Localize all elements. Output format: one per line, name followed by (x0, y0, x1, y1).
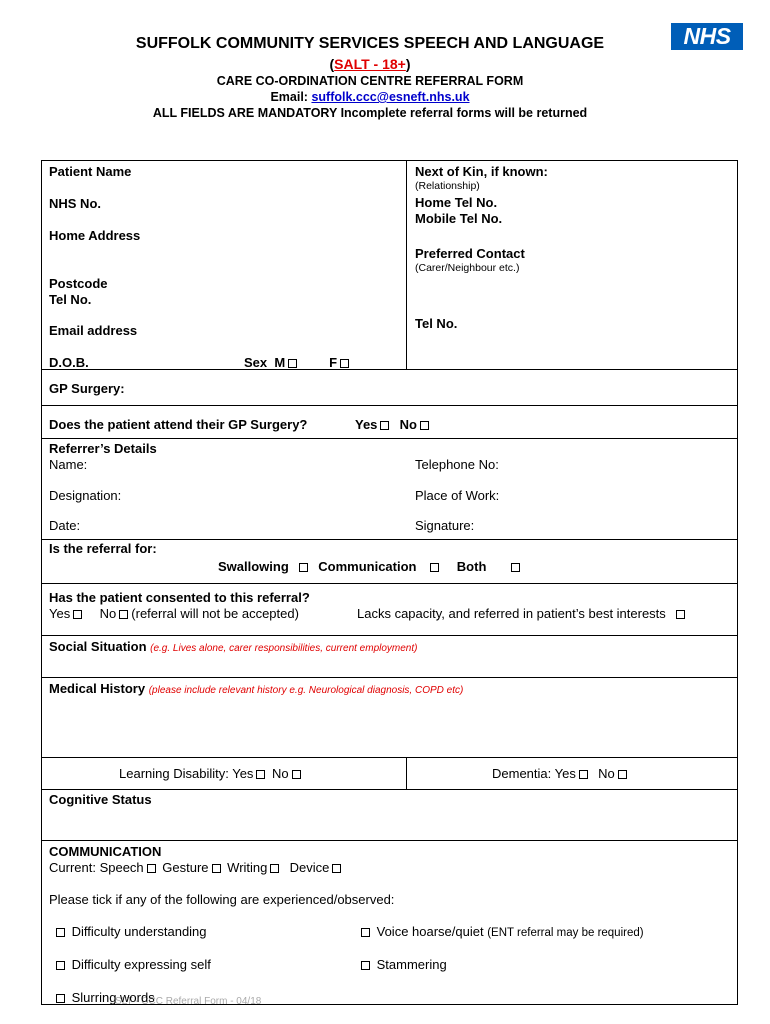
designation-label: Designation: (49, 488, 122, 503)
male-checkbox[interactable] (288, 359, 297, 368)
mobile-tel-label: Mobile Tel No. (415, 211, 503, 226)
divider (41, 677, 738, 678)
patient-name-label: Patient Name (49, 164, 132, 179)
difficulty-expressing-checkbox[interactable] (56, 961, 65, 970)
tick-instruction: Please tick if any of the following are experienced/observed: (49, 892, 395, 907)
gp-attend-options: Yes No (355, 417, 432, 432)
lacks-capacity-checkbox[interactable] (676, 610, 685, 619)
referrer-name-label: Name: (49, 457, 88, 472)
place-of-work-label: Place of Work: (415, 488, 500, 503)
divider (41, 635, 738, 636)
postcode-label: Postcode (49, 276, 108, 291)
consent-yes-checkbox[interactable] (73, 610, 82, 619)
communication-title: COMMUNICATION (49, 844, 162, 859)
both-checkbox[interactable] (511, 563, 520, 572)
gp-no-checkbox[interactable] (420, 421, 429, 430)
female-checkbox[interactable] (340, 359, 349, 368)
next-of-kin-label: Next of Kin, if known: (415, 164, 548, 179)
stammering-option: Stammering (358, 957, 447, 972)
divider (406, 757, 407, 789)
date-label: Date: (49, 518, 81, 533)
divider (41, 757, 738, 758)
sex-field: Sex M F (244, 355, 352, 370)
swallowing-checkbox[interactable] (299, 563, 308, 572)
medical-history-label: Medical History (please include relevant history e.g. Neurological diagnosis, COPD etc) (49, 681, 464, 696)
writing-checkbox[interactable] (270, 864, 279, 873)
social-situation-hint: (e.g. Lives alone, carer responsibilities, current employment) (150, 643, 418, 654)
email-line: Email: suffolk.ccc@esneft.nhs.uk (270, 90, 470, 104)
gp-yes-checkbox[interactable] (380, 421, 389, 430)
home-address-label: Home Address (49, 228, 141, 243)
salt-label: SALT - 18+ (334, 56, 406, 72)
nhs-no-label: NHS No. (49, 196, 101, 211)
dementia-yes-checkbox[interactable] (579, 770, 588, 779)
difficulty-understanding-option: Difficulty understanding (53, 924, 207, 939)
relationship-label: (Relationship) (415, 180, 480, 192)
communication-checkbox[interactable] (430, 563, 439, 572)
divider (41, 438, 738, 439)
home-tel-label: Home Tel No. (415, 195, 498, 210)
signature-label: Signature: (415, 518, 475, 533)
speech-checkbox[interactable] (147, 864, 156, 873)
consent-question: Has the patient consented to this referral? (49, 590, 310, 605)
kin-tel-label: Tel No. (415, 316, 458, 331)
email-address-label: Email address (49, 323, 138, 338)
divider (41, 840, 738, 841)
tel-no-label: Tel No. (49, 292, 92, 307)
mandatory-notice: ALL FIELDS ARE MANDATORY Incomplete referral forms will be returned (152, 106, 588, 120)
referral-for-options: Swallowing Communication Both (218, 559, 523, 574)
ld-yes-checkbox[interactable] (256, 770, 265, 779)
gp-surgery-label: GP Surgery: (49, 381, 125, 396)
divider (41, 405, 738, 406)
nhs-logo: NHS (671, 23, 743, 50)
learning-disability-field: Learning Disability: Yes No (119, 766, 304, 781)
carer-label: (Carer/Neighbour etc.) (415, 262, 520, 274)
consent-no-checkbox[interactable] (119, 610, 128, 619)
gesture-checkbox[interactable] (212, 864, 221, 873)
difficulty-expressing-option: Difficulty expressing self (53, 957, 211, 972)
consent-options: Yes No (referral will not be accepted) (49, 606, 299, 621)
divider (41, 369, 738, 370)
form-title: SUFFOLK COMMUNITY SERVICES SPEECH AND LANGUAGE (135, 35, 605, 52)
gp-attend-question: Does the patient attend their GP Surgery? (49, 417, 308, 432)
salt-line: (SALT - 18+) (329, 56, 411, 72)
dementia-field: Dementia: Yes No (492, 766, 630, 781)
preferred-contact-label: Preferred Contact (415, 246, 525, 261)
footer-text: SLT - CCC Referral Form - 04/18 (115, 996, 262, 1007)
voice-hoarse-option: Voice hoarse/quiet (ENT referral may be required) (358, 924, 644, 939)
divider (406, 160, 407, 369)
form-subtitle: CARE CO-ORDINATION CENTRE REFERRAL FORM (216, 74, 524, 88)
medical-history-hint: (please include relevant history e.g. Neurological diagnosis, COPD etc) (148, 685, 464, 696)
difficulty-understanding-checkbox[interactable] (56, 928, 65, 937)
cognitive-status-label: Cognitive Status (49, 792, 152, 807)
slurring-words-option: Slurring words (53, 990, 155, 1005)
lacks-capacity-option: Lacks capacity, and referred in patient’s best interests (357, 606, 688, 621)
referral-for-question: Is the referral for: (49, 541, 157, 556)
referrer-details-label: Referrer’s Details (49, 441, 157, 456)
referrer-telephone-label: Telephone No: (415, 457, 499, 472)
divider (41, 789, 738, 790)
current-communication: Current: Speech Gesture Writing Device (49, 860, 344, 875)
ld-no-checkbox[interactable] (292, 770, 301, 779)
device-checkbox[interactable] (332, 864, 341, 873)
slurring-words-checkbox[interactable] (56, 994, 65, 1003)
stammering-checkbox[interactable] (361, 961, 370, 970)
voice-hoarse-checkbox[interactable] (361, 928, 370, 937)
email-link[interactable]: suffolk.ccc@esneft.nhs.uk (311, 90, 470, 104)
social-situation-label: Social Situation (e.g. Lives alone, carer responsibilities, current employment) (49, 639, 418, 654)
divider (41, 539, 738, 540)
dob-label: D.O.B. (49, 355, 89, 370)
dementia-no-checkbox[interactable] (618, 770, 627, 779)
divider (41, 583, 738, 584)
